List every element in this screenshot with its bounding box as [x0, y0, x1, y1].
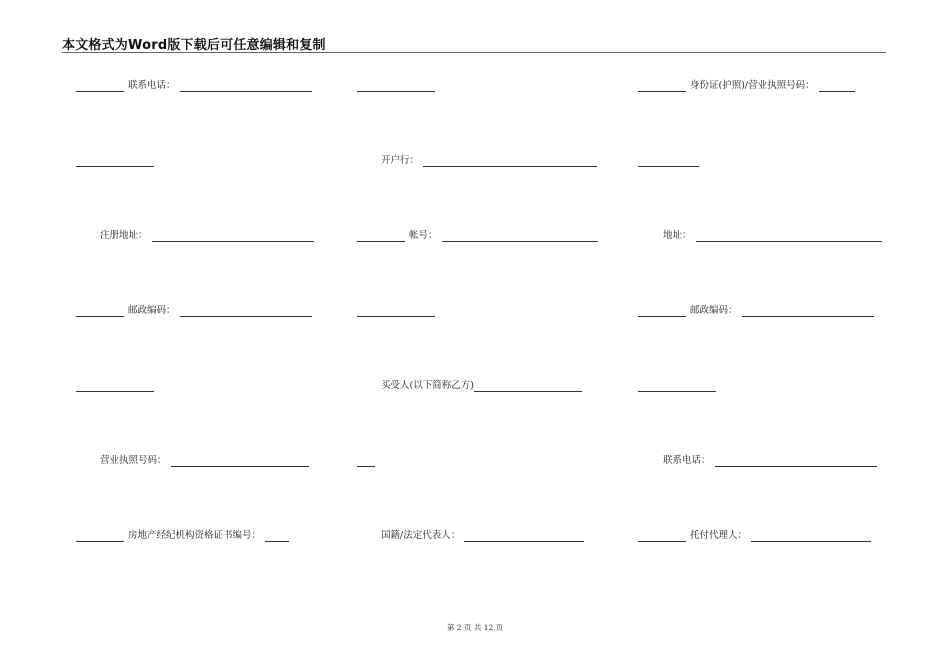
blank-line[interactable]	[171, 455, 309, 467]
blank-field	[357, 303, 435, 317]
blank-field	[76, 378, 154, 392]
field-label: 身份证(护照)/营业执照号码：	[690, 80, 815, 91]
field-label: 托付代理人：	[690, 530, 748, 541]
blank-field	[76, 153, 154, 167]
blank-line[interactable]	[715, 455, 877, 467]
footer-text: 页	[463, 623, 472, 632]
footer-text: 共	[473, 623, 482, 632]
postal-code-field	[638, 303, 874, 317]
form-row	[0, 528, 950, 542]
field-label: 邮政编码：	[690, 305, 738, 316]
blank-line[interactable]	[357, 455, 375, 467]
footer-text: 第	[446, 623, 455, 632]
field-label: 联系电话：	[128, 80, 176, 91]
postal-code-field	[76, 303, 312, 317]
blank-field	[638, 153, 699, 167]
blank-field	[357, 78, 435, 92]
blank-line[interactable]	[357, 80, 435, 92]
field-label: 营业执照号码：	[100, 455, 167, 466]
form-row	[0, 78, 950, 92]
blank-line[interactable]	[742, 305, 874, 317]
page-header	[62, 34, 886, 53]
field-label: 帐号：	[409, 230, 438, 241]
blank-line[interactable]	[638, 155, 699, 167]
business-license-field	[100, 453, 309, 467]
blank-line[interactable]	[76, 380, 154, 392]
account-field	[357, 228, 598, 242]
nationality-representative-field	[381, 528, 584, 542]
blank-line[interactable]	[423, 155, 597, 167]
form-row	[0, 453, 950, 467]
contact-phone-field	[663, 453, 877, 467]
blank-field	[638, 378, 716, 392]
field-label: 地址：	[663, 230, 692, 241]
footer-text: 页	[495, 623, 504, 632]
id-license-number-field	[638, 78, 855, 92]
form-row	[0, 228, 950, 242]
form-row	[0, 378, 950, 392]
blank-line[interactable]	[265, 530, 289, 542]
contact-phone-field	[76, 78, 312, 92]
blank-line[interactable]	[180, 80, 312, 92]
blank-line[interactable]	[357, 305, 435, 317]
form-row	[0, 153, 950, 167]
blank-line[interactable]	[751, 530, 871, 542]
agent-field	[638, 528, 871, 542]
blank-line[interactable]	[180, 305, 312, 317]
blank-line[interactable]	[464, 530, 584, 542]
blank-line[interactable]	[152, 230, 314, 242]
blank-field	[357, 453, 375, 467]
blank-line[interactable]	[474, 380, 582, 392]
field-label: 联系电话：	[663, 455, 711, 466]
field-label: 开户行：	[381, 155, 420, 166]
field-label: 国籍/法定代表人：	[381, 530, 461, 541]
registered-address-field	[100, 228, 314, 242]
current-page-number: 2	[456, 623, 462, 632]
bank-field	[381, 153, 597, 167]
total-page-count: 12	[483, 623, 494, 632]
address-field	[663, 228, 882, 242]
field-label: 邮政编码：	[128, 305, 176, 316]
buyer-field	[381, 378, 582, 392]
blank-line[interactable]	[696, 230, 882, 242]
field-label: 买受人(以下简称乙方)	[381, 380, 474, 391]
form-row	[0, 303, 950, 317]
header-title: 本文格式为Word版下载后可任意编辑和复制	[62, 38, 326, 53]
blank-line[interactable]	[442, 230, 598, 242]
blank-line[interactable]	[76, 155, 154, 167]
blank-line[interactable]	[638, 380, 716, 392]
blank-line[interactable]	[819, 80, 855, 92]
page-footer	[0, 622, 950, 633]
agency-cert-number-field	[76, 528, 289, 542]
field-label: 房地产经纪机构资格证书编号：	[128, 530, 262, 541]
field-label: 注册地址：	[100, 230, 148, 241]
